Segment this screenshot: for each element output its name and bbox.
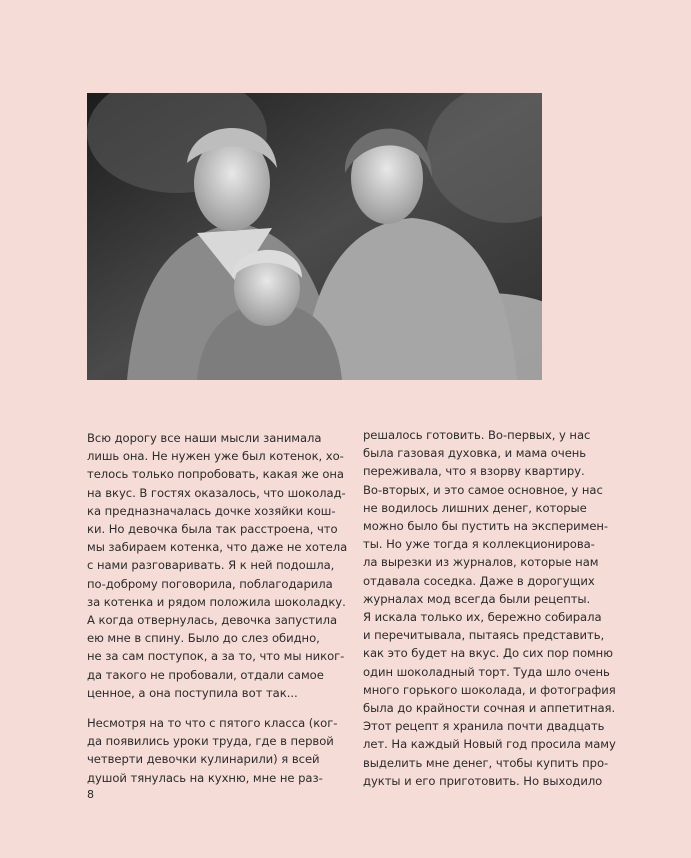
text-line: как это будет на вкус. До сих пор помню [363, 646, 613, 661]
text-line: лишь она. Не нужен уже был котенок, хо- [87, 449, 344, 464]
text-line: мы забираем котенка, что даже не хотела [87, 540, 348, 555]
text-line: дукты и его приготовить. Но выходило [363, 773, 603, 788]
text-line: журналах мод всегда были рецепты. [363, 591, 591, 606]
text-line: решалось готовить. Во-первых, у нас [363, 428, 591, 442]
text-line: ценное, а она поступила вот так... [87, 685, 298, 700]
text-line: душой тянулась на кухню, мне не раз- [87, 770, 323, 785]
text-line: ею мне в спину. Было до слез обидно, [87, 631, 320, 646]
text-line: по-доброму поговорила, поблагодарила [87, 576, 333, 591]
text-line: и перечитывала, пытаясь представить, [363, 628, 605, 643]
text-line: Всю дорогу все наши мысли занимала [87, 431, 322, 445]
text-line: за котенка и рядом положила шоколадку. [87, 594, 346, 609]
text-line: с нами разговаривать. Я к ней подошла, [87, 558, 335, 573]
text-line: была до крайности сочная и аппетитная. [363, 701, 616, 716]
text-line: много горького шоколада, и фотография [363, 682, 616, 697]
family-photo-placeholder [87, 93, 542, 380]
text-line: четверти девочки кулинарили) я всей [87, 752, 320, 767]
text-line: да появились уроки труда, где в первой [87, 734, 334, 749]
text-line: Несмотря на то что с пятого класса (ког- [87, 716, 338, 731]
text-line: ка предназначалась дочке хозяйки кош- [87, 503, 336, 518]
text-line: один шоколадный торт. Туда шло очень [363, 664, 610, 679]
left-text-column [87, 429, 349, 787]
text-line: Этот рецепт я хранила почти двадцать [363, 719, 605, 734]
text-line: была газовая духовка, и мама очень [363, 446, 587, 461]
right-paragraph-1 [363, 426, 625, 790]
left-paragraph-1 [87, 429, 349, 702]
text-line: отдавала соседка. Даже в дорогущих [363, 573, 595, 588]
text-line: Я искала только их, бережно собирала [363, 610, 602, 625]
text-line: Во-вторых, и это самое основное, у нас [363, 482, 603, 497]
text-line: ты. Но уже тогда я коллекционирова- [363, 537, 595, 552]
text-line: да такого не пробовали, отдали самое [87, 667, 324, 682]
text-line: ла вырезки из журналов, которые нам [363, 555, 599, 570]
page-number: 8 [87, 788, 94, 801]
text-line: ки. Но девочка была так расстроена, что [87, 522, 338, 537]
left-paragraph-2 [87, 714, 349, 787]
text-line: А когда отвернулась, девочка запустила [87, 613, 338, 628]
text-line: выделить мне денег, чтобы купить про- [363, 755, 609, 770]
text-line: переживала, что я взорву квартиру. [363, 464, 585, 479]
paragraph-gap [87, 702, 349, 714]
text-line: не за сам поступок, а за то, что мы никог- [87, 649, 345, 664]
text-line: лет. На каждый Новый год просила маму [363, 737, 616, 752]
family-photo [87, 93, 542, 380]
right-text-column [363, 426, 625, 790]
text-line: не водилось лишних денег, которые [363, 500, 587, 515]
text-line: телось только попробовать, какая же она [87, 467, 344, 482]
text-line: можно было бы пустить на эксперимен- [363, 519, 609, 534]
text-line: на вкус. В гостях оказалось, что шоколад- [87, 485, 346, 500]
